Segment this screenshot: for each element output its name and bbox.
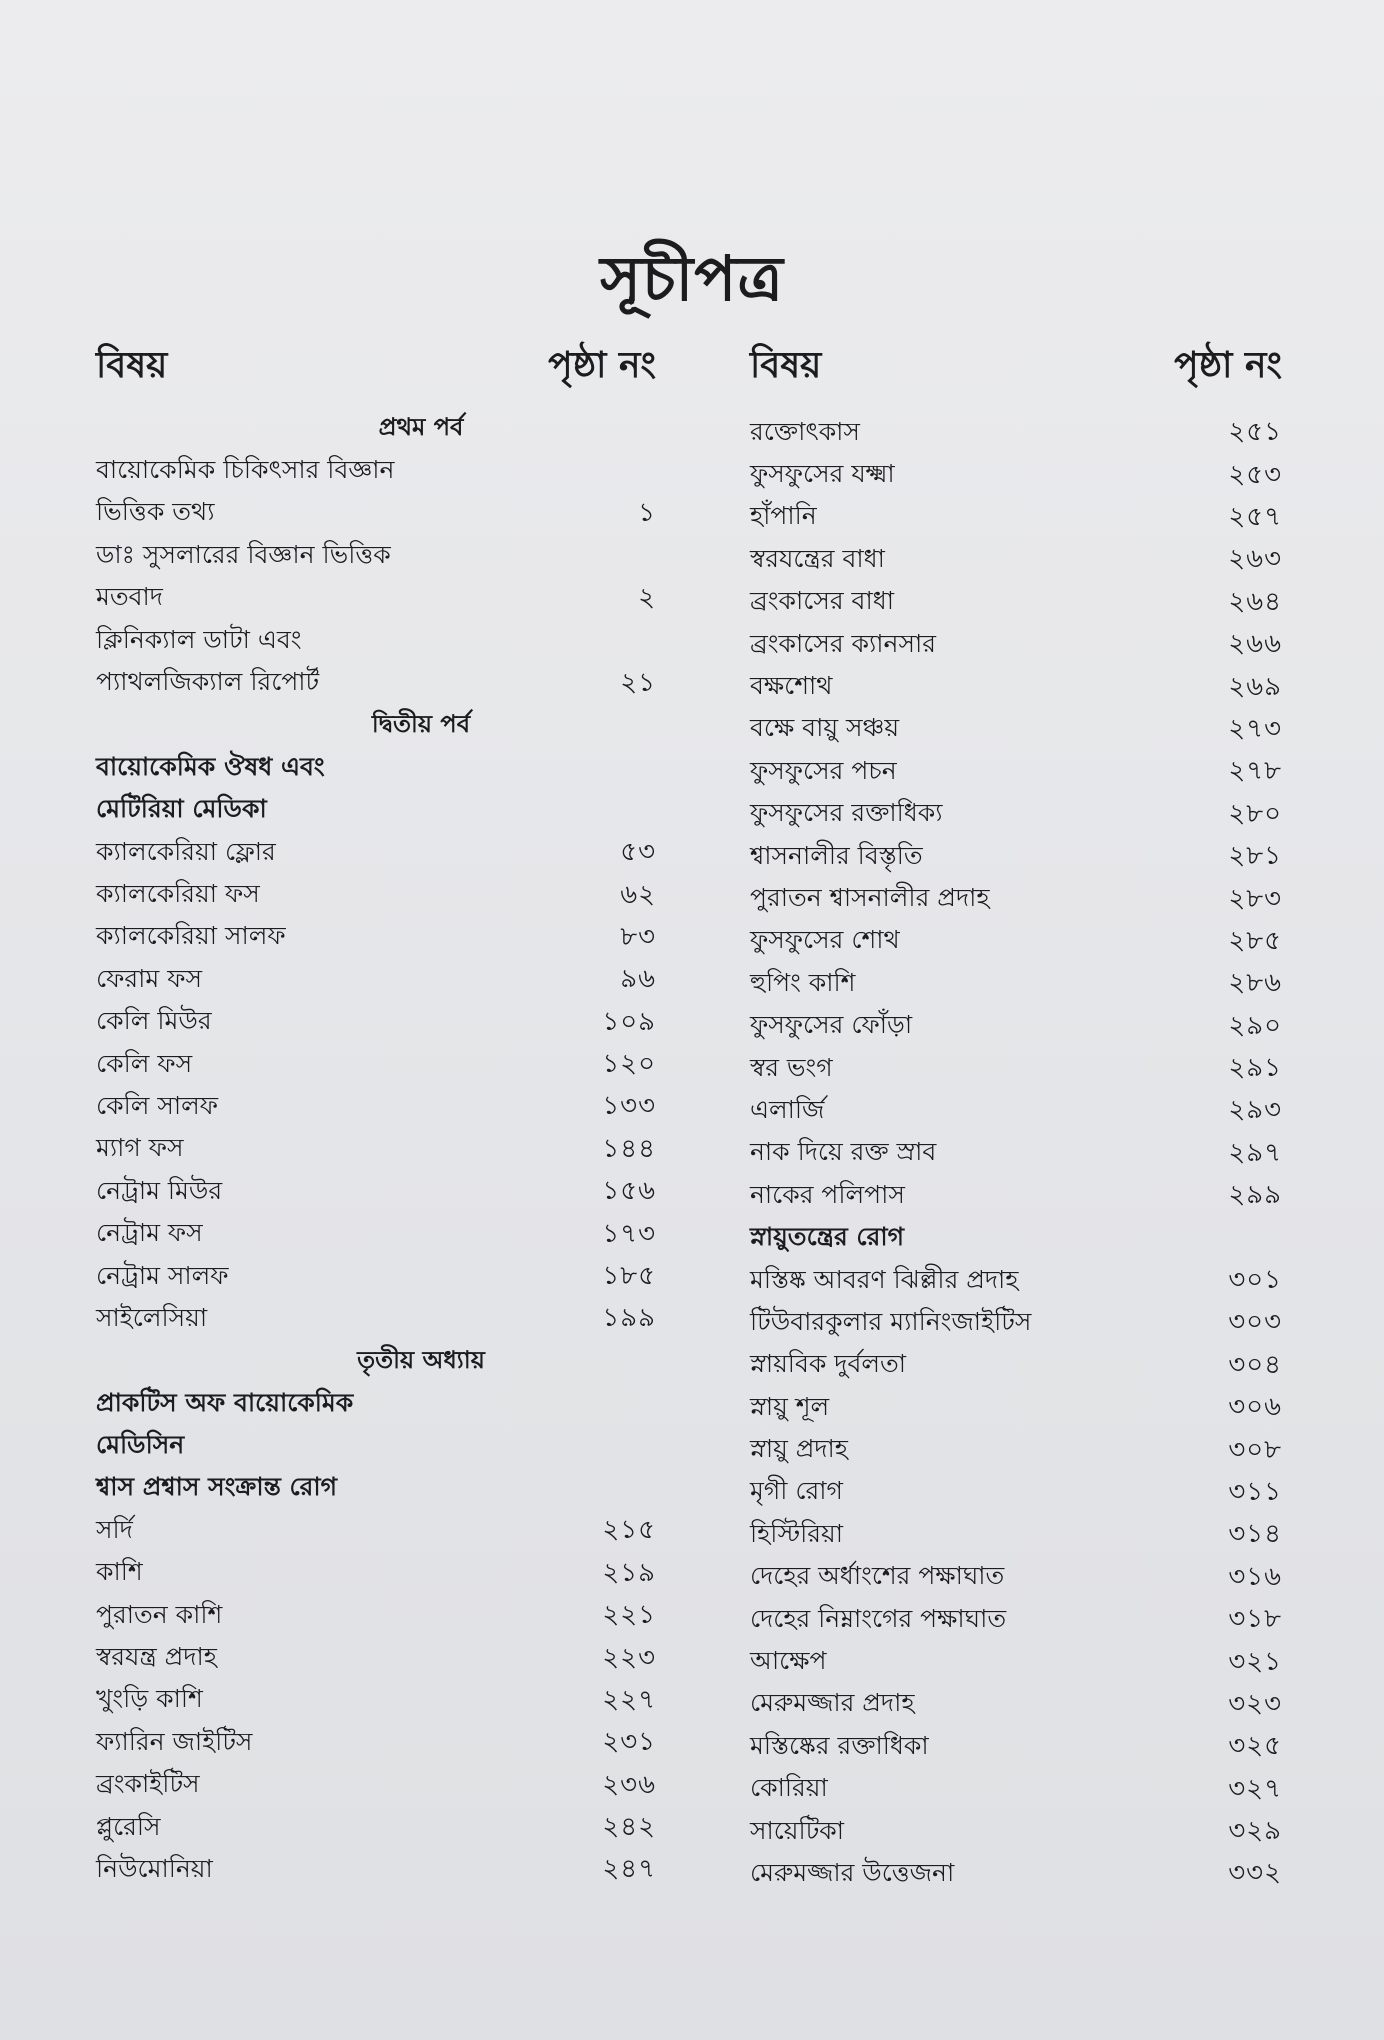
entry-page-number: ৬২ [620,879,656,910]
entry-topic: হাঁপানি [750,501,817,531]
toc-entry [96,1044,656,1086]
toc-entry [96,1425,656,1467]
entry-topic: ক্যালকেরিয়া ফ্লোর [96,836,276,866]
entry-topic: নাক দিয়ে রক্ত স্রাব [750,1137,937,1167]
entry-topic: স্নায়ু প্রদাহ [750,1434,848,1464]
entry-page-number: ২৮৬ [1228,968,1282,999]
entry-topic: ফুসফুসের শোথ [750,925,900,955]
toc-entry [96,1468,656,1510]
entry-page-number: ৩২৯ [1228,1816,1282,1847]
toc-column-right [750,338,1282,1896]
entry-topic: ভিত্তিক তথ্য [96,497,215,527]
entry-topic: কেলি ফস [96,1048,193,1078]
entry-page-number: ৮৩ [620,921,656,952]
entry-topic: ফুসফুসের রক্তাধিক্য [750,798,943,828]
entry-topic: টিউবারকুলার ম্যানিংজাইটিস [750,1306,1032,1336]
entry-topic: ফুসফুসের যক্ষ্মা [750,459,895,489]
entry-topic: শ্বাস প্রশ্বাস সংক্রান্ত রোগ [96,1472,338,1502]
toc-entry [750,539,1282,581]
toc-entry [96,1298,656,1340]
toc-entry [96,535,656,577]
entry-page-number: ১৪৪ [602,1133,656,1164]
toc-entry [750,836,1282,878]
entry-topic: মতবাদ [96,582,163,612]
entry-page-number: ২৩৬ [602,1769,656,1800]
toc-entry [96,1680,656,1722]
entry-topic: মেডিসিন [96,1430,185,1460]
entry-page-number: ১৮৫ [602,1261,656,1292]
entry-page-number: ৩১৪ [1228,1519,1282,1550]
entry-topic: শ্বাসনালীর বিস্তৃতি [750,840,923,870]
toc-entry [750,921,1282,963]
section-heading [96,408,656,450]
toc-entry [750,1641,1282,1683]
entry-topic: দ্বিতীয় পর্ব [371,709,471,738]
entry-page-number: ২২৭ [602,1684,656,1715]
entry-topic: মৃগী রোগ [750,1476,843,1506]
entry-topic: নেট্রাম ফস [96,1218,203,1248]
entry-page-number: ২৮১ [1228,841,1282,872]
entry-page-number: ৩০৪ [1228,1349,1282,1380]
toc-entry [750,709,1282,751]
toc-entry [750,1557,1282,1599]
entry-topic: মস্তিষ্ক আবরণ ঝিল্লীর প্রদাহ [750,1264,1019,1294]
entry-page-number: ৩০৩ [1228,1307,1282,1338]
entry-page-number: ৩২৫ [1228,1731,1282,1762]
entry-page-number: ১৩৩ [602,1091,656,1122]
toc-entry [96,747,656,789]
toc-entries [750,412,1282,1896]
entry-topic: হুপিং কাশি [750,967,856,997]
toc-entry [96,1765,656,1807]
entry-topic: স্নায়বিক দুর্বলতা [750,1349,906,1379]
entry-topic: মেটিরিয়া মেডিকা [96,794,267,824]
toc-entry [96,832,656,874]
toc-entry [750,624,1282,666]
entry-page-number: ২৬৪ [1228,586,1282,617]
entry-topic: বক্ষে বায়ু সঞ্চয় [750,713,900,743]
entry-page-number: ২৯৩ [1228,1095,1282,1126]
toc-entry [96,1553,656,1595]
entry-topic: দেহের অর্ধাংশের পক্ষাঘাত [750,1561,1005,1591]
toc-entry [96,1722,656,1764]
toc-entry [96,620,656,662]
entry-topic: দেহের নিম্নাংগের পক্ষাঘাত [750,1603,1007,1633]
toc-entry [750,1726,1282,1768]
toc-entry [96,662,656,704]
toc-entry [750,582,1282,624]
entry-page-number: ১২০ [602,1049,656,1080]
entry-topic: নেট্রাম মিউর [96,1175,223,1205]
entry-topic: স্নায়ুতন্ত্রের রোগ [750,1222,904,1252]
toc-entry [750,1345,1282,1387]
toc-entry [750,1599,1282,1641]
entry-page-number: ৩১৬ [1228,1561,1282,1592]
entry-topic: কেলি সালফ [96,1090,219,1120]
entry-topic: সাইলেসিয়া [96,1302,208,1332]
entry-page-number: ৩১১ [1228,1476,1282,1507]
section-heading [96,705,656,747]
toc-entry [750,1429,1282,1471]
entry-page-number: ৩০৬ [1228,1392,1282,1423]
toc-entry [750,454,1282,496]
toc-entry [750,412,1282,454]
entry-page-number: ২২৩ [602,1642,656,1673]
entry-topic: ফ্যারিন জাইটিস [96,1726,253,1756]
page-number-header: পৃষ্ঠা নং [548,345,656,386]
toc-entry [750,666,1282,708]
entry-topic: ব্রংকাসের বাধা [750,586,894,616]
toc-entry [96,1086,656,1128]
entry-page-number: ২৬৬ [1228,629,1282,660]
section-heading [96,1341,656,1383]
toc-entry [96,1213,656,1255]
toc-entry [750,1048,1282,1090]
entry-page-number: ২৮০ [1228,798,1282,829]
entry-page-number: ২৬৩ [1228,544,1282,575]
entry-topic: প্যাথলজিক্যাল রিপোর্ট [96,667,320,697]
entry-page-number: ২১৫ [602,1515,656,1546]
entry-page-number: ২৬৯ [1228,671,1282,702]
toc-entry [96,1807,656,1849]
entry-topic: স্বর ভংগ [750,1052,833,1082]
toc-entry [750,878,1282,920]
entry-topic: ফুসফুসের পচন [750,755,897,785]
toc-entry [750,794,1282,836]
entry-topic: হিস্টিরিয়া [750,1518,844,1548]
entry-topic: ফেরাম ফস [96,963,203,993]
entry-page-number: ২৯৭ [1228,1137,1282,1168]
entry-page-number: ৫৩ [620,837,656,868]
entry-topic: বায়োকেমিক চিকিৎসার বিজ্ঞান [96,455,395,485]
entry-topic: কোরিয়া [750,1773,828,1803]
entry-topic: প্লুরেসি [96,1811,161,1841]
column-header [750,338,1282,402]
entry-page-number: ২৫১ [1228,417,1282,448]
toc-entry [750,1175,1282,1217]
toc-entry [96,917,656,959]
entry-page-number: ২৩১ [602,1727,656,1758]
entry-topic: স্নায়ু শূল [750,1391,830,1421]
entry-page-number: ১৯৯ [602,1303,656,1334]
entry-page-number: ২৮৩ [1228,883,1282,914]
entry-topic: কাশি [96,1557,143,1587]
toc-entry [750,1769,1282,1811]
toc-entry [96,493,656,535]
toc-entry [96,450,656,492]
entry-topic: পুরাতন শ্বাসনালীর প্রদাহ [750,883,990,912]
entry-topic: রক্তোৎকাস [750,416,860,446]
entry-page-number: ৩৩২ [1228,1858,1282,1889]
toc-column-left [96,338,656,1892]
entry-topic: ব্রংকাইটিস [96,1769,200,1799]
toc-entry [96,1595,656,1637]
toc-entry [750,1472,1282,1514]
entry-topic: এলার্জি [750,1094,825,1124]
toc-entries [96,408,656,1892]
entry-page-number: ২৪২ [602,1812,656,1843]
entry-page-number: ১৫৬ [602,1176,656,1207]
entry-page-number: ২৭৮ [1228,756,1282,787]
column-header [96,338,656,402]
toc-entry [750,1684,1282,1726]
entry-page-number: ৩২১ [1228,1646,1282,1677]
entry-topic: বক্ষশোথ [750,671,833,701]
entry-topic: নিউমোনিয়া [96,1853,213,1883]
topic-header: বিষয় [750,345,822,386]
entry-page-number: ২৪৭ [602,1854,656,1885]
toc-entry [750,1387,1282,1429]
entry-page-number: ৩০১ [1228,1265,1282,1296]
entry-page-number: ৯৬ [620,964,656,995]
toc-entry [750,1514,1282,1556]
page-number-header: পৃষ্ঠা নং [1174,345,1282,386]
entry-page-number: ২১৯ [602,1557,656,1588]
entry-page-number: ২২১ [602,1600,656,1631]
entry-topic: আক্ষেপ [750,1646,827,1676]
toc-entry [750,963,1282,1005]
topic-header: বিষয় [96,345,168,386]
entry-topic: নেট্রাম সালফ [96,1260,229,1290]
toc-entry [750,1811,1282,1853]
entry-topic: সায়েটিকা [750,1815,845,1845]
entry-topic: তৃতীয় অধ্যায় [357,1345,485,1374]
entry-page-number: ২৫৩ [1228,459,1282,490]
toc-entry [750,1133,1282,1175]
entry-topic: স্বরযন্ত্র প্রদাহ [96,1642,217,1672]
toc-entry [96,1129,656,1171]
entry-topic: ব্রংকাসের ক্যানসার [750,628,936,658]
toc-entry [750,1005,1282,1047]
entry-page-number: ১৭৩ [602,1218,656,1249]
entry-page-number: ১০৯ [602,1006,656,1037]
entry-topic: প্রথম পর্ব [378,413,464,442]
entry-topic: কেলি মিউর [96,1006,212,1036]
toc-entry [750,1260,1282,1302]
toc-entry [750,751,1282,793]
toc-entry [96,578,656,620]
toc-entry [750,1853,1282,1895]
toc-entry [96,790,656,832]
toc-entry [750,1217,1282,1259]
entry-page-number: ২৯১ [1228,1053,1282,1084]
toc-entry [96,1510,656,1552]
entry-topic: পুরাতন কাশি [96,1599,223,1629]
entry-topic: নাকের পলিপাস [750,1179,905,1209]
toc-entry [750,1090,1282,1132]
page-title: সূচীপত্র [600,242,784,315]
toc-entry [96,1383,656,1425]
toc-entry [96,1001,656,1043]
entry-topic: প্রাকটিস অফ বায়োকেমিক [96,1387,354,1417]
entry-topic: খুংড়ি কাশি [96,1684,203,1714]
toc-entry [96,1849,656,1891]
entry-topic: ডাঃ সুসলারের বিজ্ঞান ভিত্তিক [96,539,391,569]
entry-topic: বায়োকেমিক ঔষধ এবং [96,751,325,781]
toc-entry [96,1256,656,1298]
entry-topic: মেরুমজ্জার উত্তেজনা [750,1857,955,1887]
entry-page-number: ৩২৩ [1228,1688,1282,1719]
toc-entry [96,1171,656,1213]
entry-topic: ক্যালকেরিয়া সালফ [96,921,286,951]
toc-entry [750,1302,1282,1344]
entry-page-number: ২৫৭ [1228,501,1282,532]
entry-page-number: ১ [638,497,656,528]
entry-page-number: ২৭৩ [1228,713,1282,744]
entry-topic: সর্দি [96,1514,133,1544]
toc-entry [96,959,656,1001]
entry-page-number: ২ [638,582,656,613]
entry-page-number: ৩১৮ [1228,1604,1282,1635]
toc-entry [750,497,1282,539]
toc-entry [96,874,656,916]
entry-topic: ক্লিনিক্যাল ডাটা এবং [96,624,302,654]
entry-page-number: ২৮৫ [1228,925,1282,956]
entry-topic: মস্তিষ্কের রক্তাধিকা [750,1730,929,1760]
entry-page-number: ৩০৮ [1228,1434,1282,1465]
toc-entry [96,1637,656,1679]
entry-page-number: ২১ [620,667,656,698]
entry-page-number: ২৯০ [1228,1010,1282,1041]
entry-topic: ম্যাগ ফস [96,1133,184,1163]
entry-page-number: ২৯৯ [1228,1180,1282,1211]
entry-page-number: ৩২৭ [1228,1773,1282,1804]
entry-topic: ফুসফুসের ফোঁড়া [750,1010,913,1040]
entry-topic: ক্যালকেরিয়া ফস [96,879,260,908]
entry-topic: মেরুমজ্জার প্রদাহ [750,1688,915,1718]
entry-topic: স্বরযন্ত্রের বাধা [750,543,885,573]
